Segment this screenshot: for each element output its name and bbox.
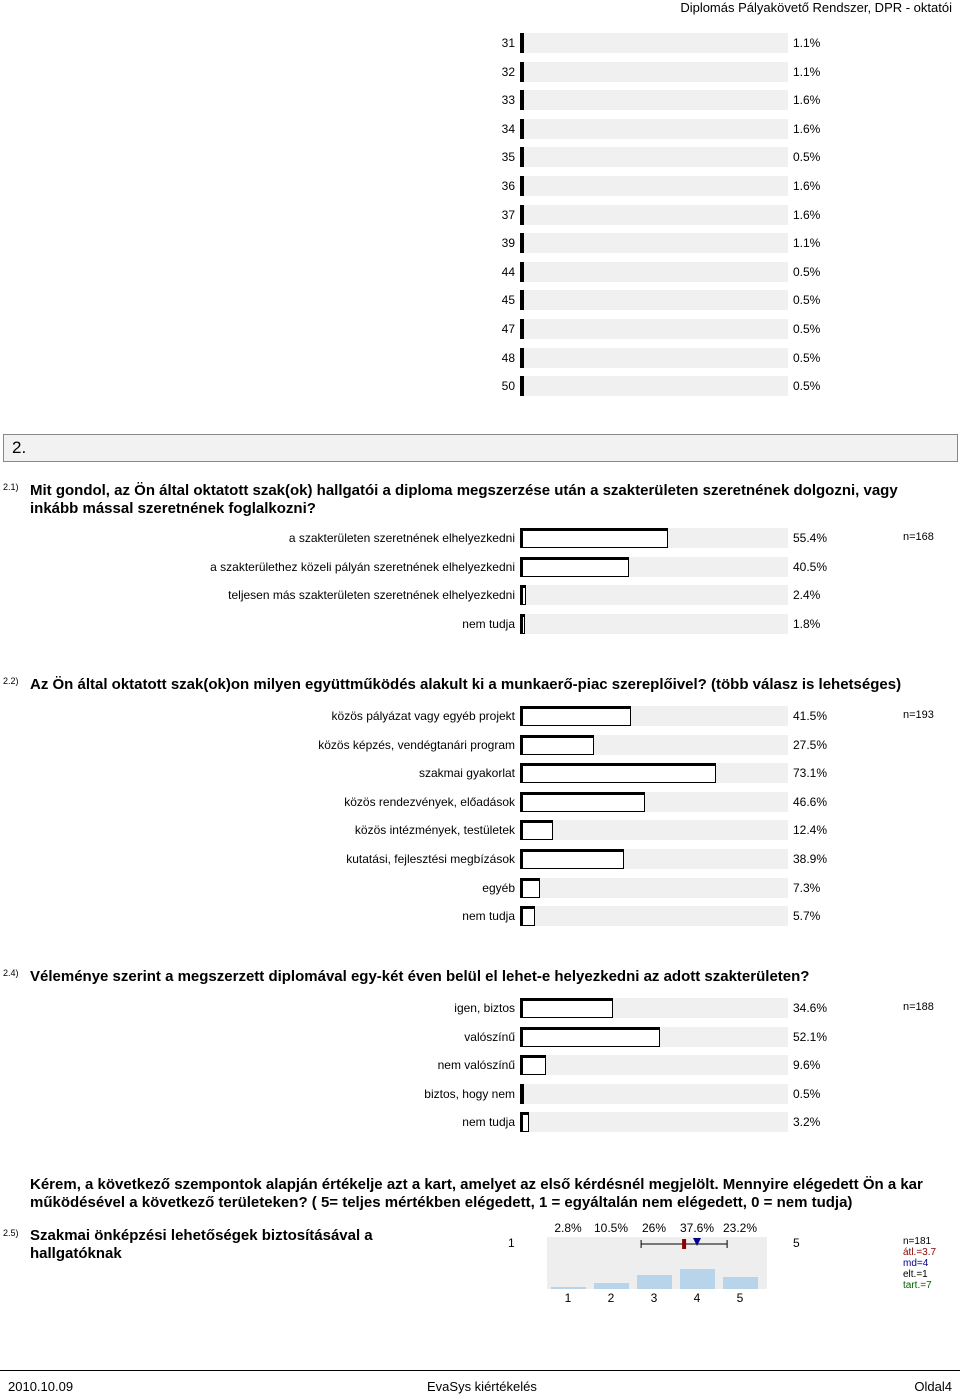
answer-bar-track bbox=[520, 62, 788, 82]
question-number: 2.4) bbox=[3, 968, 19, 978]
answer-percent: 0.5% bbox=[793, 379, 821, 394]
stats-block bbox=[903, 1236, 936, 1291]
answer-label: közös intézmények, testületek bbox=[354, 823, 515, 838]
answer-bar-track bbox=[520, 290, 788, 310]
answer-percent: 0.5% bbox=[793, 322, 821, 336]
answer-percent: 55.4% bbox=[793, 531, 828, 545]
answer-row bbox=[0, 528, 960, 550]
answer-percent: 52.1% bbox=[793, 1029, 828, 1044]
answer-label: a szakterületen szeretnének elhelyezkedni bbox=[288, 531, 515, 545]
answer-bar-track bbox=[520, 585, 788, 605]
answer-bar-fill bbox=[520, 906, 535, 926]
answer-label: egyéb bbox=[482, 880, 515, 895]
question-number: 2.5) bbox=[3, 1228, 19, 1238]
answer-label: igen, biztos bbox=[454, 1001, 515, 1015]
answer-row bbox=[0, 290, 960, 312]
answer-label: 31 bbox=[501, 36, 515, 50]
answer-row bbox=[0, 1084, 960, 1106]
answer-row bbox=[0, 376, 960, 398]
scale-tick-label: 4 bbox=[693, 1291, 701, 1305]
stat-median: md=4 bbox=[903, 1258, 929, 1269]
answer-bar-fill bbox=[520, 119, 524, 139]
answer-row bbox=[0, 1027, 960, 1049]
answer-label: nem tudja bbox=[462, 909, 515, 924]
distribution-percent: 23.2% bbox=[722, 1221, 758, 1235]
question-text: Véleménye szerint a megszerzett diplomával egy-két éven belül el lehet-e helyezkedni az adott szakterületen? bbox=[30, 968, 810, 985]
answer-row bbox=[0, 90, 960, 112]
stat-range: tart.=7 bbox=[903, 1280, 932, 1291]
answer-label: 39 bbox=[501, 236, 515, 251]
answer-label: 44 bbox=[501, 264, 515, 279]
answer-percent: 1.1% bbox=[793, 236, 821, 251]
answer-bar-fill bbox=[520, 176, 524, 196]
answer-row bbox=[0, 585, 960, 607]
answer-label: biztos, hogy nem bbox=[424, 1086, 515, 1101]
answer-bar-fill bbox=[520, 147, 524, 167]
answer-percent: 40.5% bbox=[793, 559, 828, 574]
answer-percent: 27.5% bbox=[793, 737, 828, 752]
distribution-percent: 26% bbox=[641, 1221, 667, 1235]
answer-percent: 73.1% bbox=[793, 766, 828, 781]
answer-bar-track bbox=[520, 557, 788, 577]
answer-bar-fill bbox=[520, 1084, 524, 1104]
response-count: n=168 bbox=[903, 531, 934, 543]
answer-label: 32 bbox=[501, 64, 515, 79]
answer-percent: 0.5% bbox=[793, 1086, 821, 1101]
answer-row bbox=[0, 557, 960, 579]
answer-row bbox=[0, 735, 960, 757]
answer-bar-track bbox=[520, 33, 788, 53]
answer-label: nem tudja bbox=[462, 1115, 515, 1130]
answer-percent: 0.5% bbox=[793, 350, 821, 365]
answer-bar-fill bbox=[520, 205, 524, 225]
answer-label: 33 bbox=[501, 93, 515, 108]
answer-label: közös képzés, vendégtanári program bbox=[318, 737, 515, 752]
answer-bar-track bbox=[520, 1027, 788, 1047]
answer-percent: 0.5% bbox=[793, 264, 821, 279]
answer-percent: 12.4% bbox=[793, 823, 828, 838]
scale-tick-label: 2 bbox=[607, 1291, 615, 1305]
answer-bar-track bbox=[520, 376, 788, 396]
answer-bar-track bbox=[520, 119, 788, 139]
question-number: 2.1) bbox=[3, 482, 19, 492]
answer-percent: 0.5% bbox=[793, 150, 821, 165]
answer-percent: 41.5% bbox=[793, 709, 828, 723]
answer-bar-fill bbox=[520, 557, 629, 577]
answer-bar-fill bbox=[520, 376, 524, 396]
answer-row bbox=[0, 906, 960, 928]
answer-row bbox=[0, 706, 960, 728]
answer-bar-track bbox=[520, 233, 788, 253]
answer-bar-track bbox=[520, 849, 788, 869]
answer-row bbox=[0, 998, 960, 1020]
answer-percent: 7.3% bbox=[793, 880, 821, 895]
answer-percent: 5.7% bbox=[793, 909, 821, 924]
answer-row bbox=[0, 820, 960, 842]
footer-divider bbox=[0, 1370, 960, 1371]
answer-bar-track bbox=[520, 820, 788, 840]
answer-row bbox=[0, 849, 960, 871]
answer-percent: 9.6% bbox=[793, 1058, 821, 1073]
response-count: n=188 bbox=[903, 1001, 934, 1013]
answer-bar-track bbox=[520, 262, 788, 282]
answer-bar-track bbox=[520, 1055, 788, 1075]
answer-bar-track bbox=[520, 614, 788, 634]
answer-bar-fill bbox=[520, 614, 525, 634]
answer-label: teljesen más szakterületen szeretnének elhelyezkedni bbox=[228, 588, 515, 603]
question-number: 2.2) bbox=[3, 676, 19, 686]
scale-left-anchor: 1 bbox=[508, 1236, 515, 1250]
answer-row bbox=[0, 319, 960, 341]
answer-bar-track bbox=[520, 735, 788, 755]
answer-label: kutatási, fejlesztési megbízások bbox=[346, 852, 515, 866]
answer-row bbox=[0, 147, 960, 169]
answer-bar-track bbox=[520, 998, 788, 1018]
answer-bar-fill bbox=[520, 1055, 546, 1075]
footer-date: 2010.10.09 bbox=[8, 1379, 74, 1394]
answer-bar-track bbox=[520, 147, 788, 167]
answer-label: 48 bbox=[501, 350, 515, 365]
answer-bar-track bbox=[520, 528, 788, 548]
median-marker bbox=[693, 1238, 701, 1246]
answer-row bbox=[0, 119, 960, 141]
answer-row bbox=[0, 233, 960, 255]
question-text: Mit gondol, az Ön által oktatott szak(ok) hallgatói a diploma megszerzése után a szakterületen szeretnének dolgozni, vagy inkább mással szeretnének foglalkozni? bbox=[30, 482, 898, 517]
answer-row bbox=[0, 348, 960, 370]
answer-row bbox=[0, 614, 960, 636]
answer-bar-fill bbox=[520, 1027, 660, 1047]
mean-marker bbox=[682, 1239, 686, 1249]
answer-label: nem valószínű bbox=[437, 1058, 515, 1073]
answer-bar-fill bbox=[520, 1112, 529, 1132]
answer-row bbox=[0, 1112, 960, 1134]
answer-label: 45 bbox=[501, 293, 515, 308]
distribution-percent: 10.5% bbox=[593, 1221, 629, 1235]
footer-page: Oldal4 bbox=[914, 1379, 952, 1394]
answer-label: 34 bbox=[501, 121, 515, 136]
answer-bar-fill bbox=[520, 62, 524, 82]
answer-percent: 1.6% bbox=[793, 179, 821, 193]
answer-bar-fill bbox=[520, 820, 553, 840]
answer-label: 35 bbox=[501, 150, 515, 165]
scale-tick-label: 5 bbox=[736, 1291, 744, 1305]
answer-bar-fill bbox=[520, 706, 631, 726]
stat-n: n=181 bbox=[903, 1236, 932, 1247]
answer-bar-track bbox=[520, 906, 788, 926]
answer-bar-fill bbox=[520, 878, 540, 898]
answer-percent: 3.2% bbox=[793, 1115, 821, 1130]
answer-percent: 38.9% bbox=[793, 852, 828, 866]
answer-row bbox=[0, 262, 960, 284]
footer-app: EvaSys kiértékelés bbox=[427, 1379, 537, 1394]
answer-bar-fill bbox=[520, 233, 524, 253]
question-text: Az Ön által oktatott szak(ok)on milyen együttműködés alakult ki a munkaerő-piac szereplőivel? (több válasz is lehetséges) bbox=[30, 676, 902, 693]
answer-percent: 0.5% bbox=[793, 293, 821, 308]
answer-row bbox=[0, 1055, 960, 1077]
answer-label: nem tudja bbox=[462, 616, 515, 631]
rating-instruction: Kérem, a következő szempontok alapján értékelje azt a kart, amelyet az első kérdésnél megjelölt. Mennyire elégedett Ön a kar működésével a következő területeken? ( 5= teljes mértékben elégedett, 1 = egyáltalán nem elégedett, 0 = nem tudja) bbox=[30, 1176, 923, 1211]
answer-bar-fill bbox=[520, 290, 524, 310]
answer-percent: 1.1% bbox=[793, 36, 821, 50]
answer-row bbox=[0, 205, 960, 227]
answer-row bbox=[0, 176, 960, 198]
answer-row bbox=[0, 763, 960, 785]
answer-label: közös rendezvények, előadások bbox=[344, 794, 515, 809]
answer-bar-track bbox=[520, 792, 788, 812]
answer-bar-fill bbox=[520, 33, 524, 53]
answer-bar-track bbox=[520, 763, 788, 783]
answer-bar-track bbox=[520, 878, 788, 898]
answer-bar-fill bbox=[520, 763, 716, 783]
answer-bar-fill bbox=[520, 585, 526, 605]
answer-row bbox=[0, 62, 960, 84]
section-header bbox=[3, 434, 958, 462]
answer-bar-track bbox=[520, 319, 788, 339]
scale-right-anchor: 5 bbox=[793, 1236, 800, 1250]
answer-percent: 1.6% bbox=[793, 121, 821, 136]
answer-label: 36 bbox=[501, 179, 515, 193]
answer-bar-track bbox=[520, 348, 788, 368]
question-text: Szakmai önképzési lehetőségek biztosításával a hallgatóknak bbox=[30, 1227, 373, 1262]
answer-label: 37 bbox=[501, 207, 515, 222]
stat-average: átl.=3.7 bbox=[903, 1247, 937, 1258]
answer-percent: 1.8% bbox=[793, 616, 821, 631]
scale-tick-label: 1 bbox=[564, 1291, 572, 1305]
answer-label: szakmai gyakorlat bbox=[418, 766, 515, 781]
distribution-histogram bbox=[547, 1237, 767, 1289]
answer-label: közös pályázat vagy egyéb projekt bbox=[331, 709, 515, 723]
answer-bar-fill bbox=[520, 90, 524, 110]
answer-label: a szakterülethez közeli pályán szeretnének elhelyezkedni bbox=[210, 559, 515, 574]
answer-label: 50 bbox=[501, 379, 515, 394]
page-header-title: Diplomás Pályakövető Rendszer, DPR - oktatói bbox=[680, 0, 952, 15]
answer-bar-track bbox=[520, 176, 788, 196]
answer-bar-fill bbox=[520, 528, 668, 548]
response-count: n=193 bbox=[903, 709, 934, 721]
stat-deviation: elt.=1 bbox=[903, 1269, 928, 1280]
answer-bar-fill bbox=[520, 319, 524, 339]
answer-bar-track bbox=[520, 1084, 788, 1104]
answer-row bbox=[0, 878, 960, 900]
answer-bar-fill bbox=[520, 849, 624, 869]
answer-percent: 46.6% bbox=[793, 794, 828, 809]
answer-row bbox=[0, 33, 960, 55]
answer-bar-fill bbox=[520, 735, 594, 755]
answer-bar-track bbox=[520, 706, 788, 726]
answer-bar-track bbox=[520, 205, 788, 225]
answer-percent: 1.6% bbox=[793, 93, 821, 108]
distribution-percent: 2.8% bbox=[554, 1221, 582, 1235]
answer-bar-fill bbox=[520, 262, 524, 282]
answer-percent: 2.4% bbox=[793, 588, 821, 603]
mean-median-marker bbox=[547, 1237, 767, 1289]
answer-bar-fill bbox=[520, 998, 613, 1018]
answer-bar-track bbox=[520, 90, 788, 110]
answer-percent: 1.1% bbox=[793, 64, 821, 79]
answer-label: valószínű bbox=[464, 1029, 515, 1044]
answer-bar-fill bbox=[520, 792, 645, 812]
answer-percent: 1.6% bbox=[793, 207, 821, 222]
scale-tick-label: 3 bbox=[650, 1291, 658, 1305]
section-title: 2. bbox=[12, 438, 27, 457]
answer-bar-track bbox=[520, 1112, 788, 1132]
answer-row bbox=[0, 792, 960, 814]
distribution-percent: 37.6% bbox=[679, 1221, 715, 1235]
answer-bar-fill bbox=[520, 348, 524, 368]
answer-label: 47 bbox=[501, 322, 515, 336]
answer-percent: 34.6% bbox=[793, 1001, 828, 1015]
